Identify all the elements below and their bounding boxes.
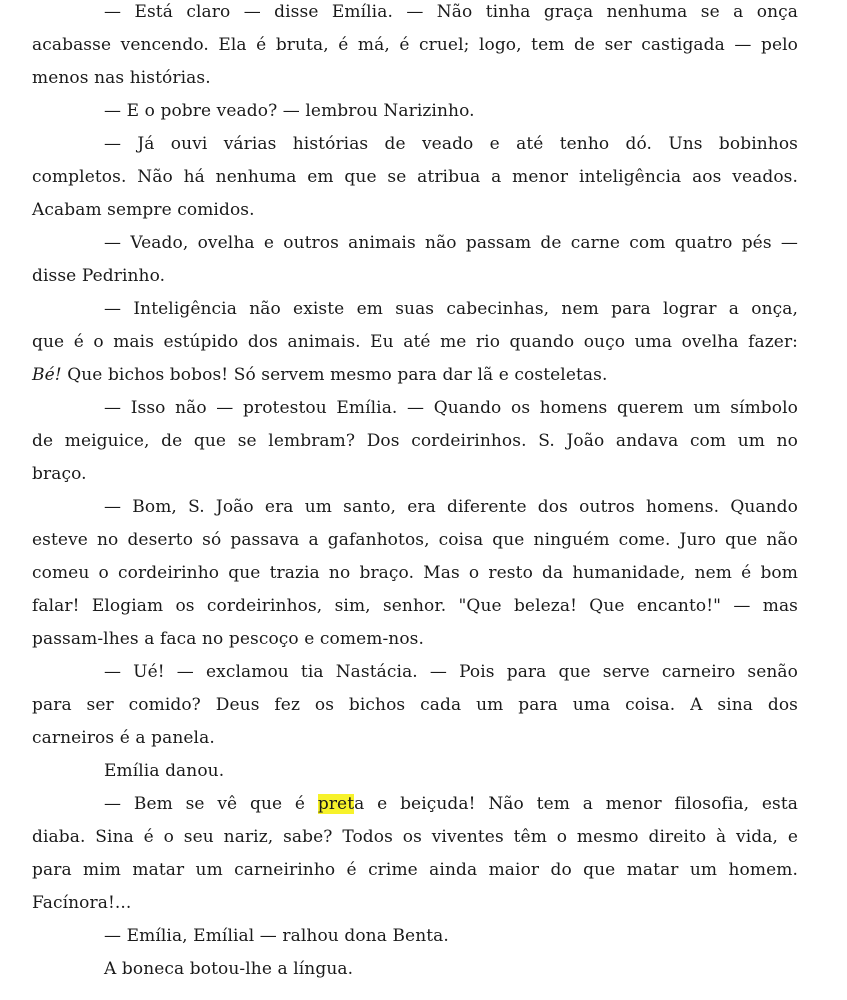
text-line: que é o mais estúpido dos animais. Eu até me rio quando ouço uma ovelha fazer:: [32, 332, 798, 352]
italic-word: Bé!: [32, 365, 62, 385]
text-line: Facínora!...: [32, 893, 132, 913]
text-line: disse Pedrinho.: [32, 266, 166, 286]
text-line: [32, 363, 798, 396]
text-line: comeu o cordeirinho que trazia no braço. Mas o resto da humanidade, nem é bom: [32, 563, 798, 583]
text-line: completos. Não há nenhuma em que se atribua a menor inteligência aos veados.: [32, 167, 798, 187]
text-span: Que bichos bobos! Só servem mesmo para dar lã e costeletas.: [67, 365, 608, 385]
text-line: — Emília, Emílial — ralhou dona Benta.: [104, 926, 449, 946]
text-line: passam-lhes a faca no pescoço e comem-nos.: [32, 629, 425, 649]
text-line: esteve no deserto só passava a gafanhotos, coisa que ninguém come. Juro que não: [32, 530, 798, 550]
text-line: braço.: [32, 464, 87, 484]
text-line: — Veado, ovelha e outros animais não passam de carne com quatro pés —: [104, 233, 798, 253]
text-line: falar! Elogiam os cordeirinhos, sim, senhor. "Que beleza! Que encanto!" — mas: [32, 596, 798, 616]
text-line: — Já ouvi várias histórias de veado e até tenho dó. Uns bobinhos: [104, 134, 798, 154]
text-line: — E o pobre veado? — lembrou Narizinho.: [104, 101, 475, 121]
text-line: — Inteligência não existe em suas cabecinhas, nem para lograr a onça,: [104, 299, 798, 319]
text-line: carneiros é a panela.: [32, 728, 215, 748]
text-line: diaba. Sina é o seu nariz, sabe? Todos os viventes têm o mesmo direito à vida, e: [32, 827, 798, 847]
text-span: — Bem se vê que é: [104, 794, 318, 814]
text-line: — Bom, S. João era um santo, era diferente dos outros homens. Quando: [104, 497, 798, 517]
text-line: [104, 792, 798, 825]
text-span: a e beiçuda! Não tem a menor filosofia, esta: [354, 794, 798, 814]
text-line: menos nas histórias.: [32, 68, 211, 88]
text-line: — Ué! — exclamou tia Nastácia. — Pois para que serve carneiro senão: [104, 662, 798, 682]
text-line: acabasse vencendo. Ela é bruta, é má, é cruel; logo, tem de ser castigada — pelo: [32, 35, 798, 55]
text-line: Emília danou.: [104, 761, 225, 781]
text-line: para mim matar um carneirinho é crime ainda maior do que matar um homem.: [32, 860, 798, 880]
text-line: A boneca botou-lhe a língua.: [104, 959, 354, 979]
text-line: Acabam sempre comidos.: [32, 200, 255, 220]
highlighted-word: pret: [317, 794, 355, 814]
text-line: — Está claro — disse Emília. — Não tinha graça nenhuma se a onça: [104, 2, 798, 22]
text-line: para ser comido? Deus fez os bichos cada um para uma coisa. A sina dos: [32, 695, 798, 715]
text-line: de meiguice, de que se lembram? Dos cordeirinhos. S. João andava com um no: [32, 431, 798, 451]
text-line: — Isso não — protestou Emília. — Quando os homens querem um símbolo: [104, 398, 798, 418]
